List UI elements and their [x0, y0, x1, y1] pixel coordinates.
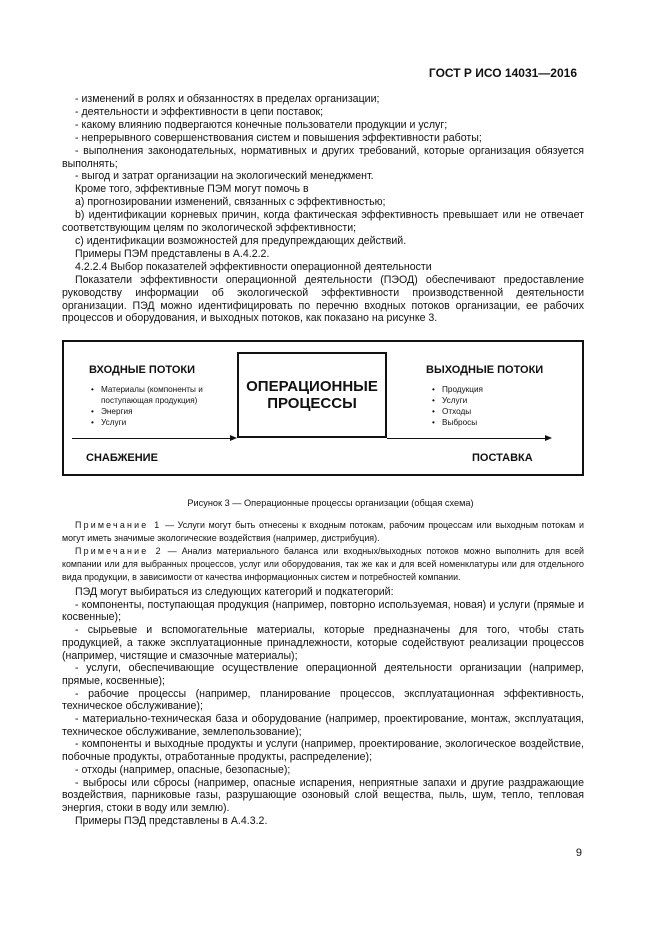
note-label: Примечание 2 — [75, 546, 163, 556]
figure-caption: Рисунок 3 — Операционные процессы организации (общая схема) — [187, 498, 474, 508]
section-title: 4.2.2.4 Выбор показателей эффективности операционной деятельности — [75, 260, 432, 273]
output-item: • Отходы — [432, 406, 552, 417]
help-item: b) идентификации корневых причин, когда фактическая эффективность превышает или не отвечает соответствующим целям по экологической эффективности; — [62, 209, 584, 235]
output-item: • Услуги — [432, 395, 552, 406]
note-text: — Анализ материального баланса или входных/выходных потоков можно выполнить для всей компании или для выбранных процессов, услуг или оборудования, так же как и для всей номенклатуры или для отдельного вида продукции, в зависимости от качества информационных систем и потребностей компании. — [62, 546, 585, 582]
output-item: • Выбросы — [432, 417, 552, 428]
list-item: - материально-техническая база и оборудование (например, проектирование, монтаж, эксплуатация, техническое обслуживание, землепользование); — [62, 713, 584, 738]
delivery-arrow-line — [387, 438, 545, 439]
help-intro: Кроме того, эффективные ПЭМ могут помочь в — [75, 183, 309, 196]
input-item: • Энергия — [91, 406, 231, 417]
supply-arrow-head — [230, 435, 237, 441]
supply-label: СНАБЖЕНИЕ — [86, 452, 158, 464]
input-item: • Материалы (компоненты и поступающая продукция) — [91, 384, 231, 406]
section-paragraph: Показатели эффективности операционной деятельности (ПЭОД) обеспечивают предоставление руководству информации об экологической эффективности производственной деятельности организации. ПЭД можно идентифицировать по перечню входных потоков организации, ее рабочих процессов и оборудования, и выходных потоков, как показано на рисунке 3. — [62, 273, 584, 325]
document-header: ГОСТ Р ИСО 14031—2016 — [428, 66, 577, 80]
list-item: - сырьевые и вспомогательные материалы, которые предназначены для того, чтобы стать продукцией, а также эксплуатационные принадлежности, которые содействуют реализации процессов (например, чистящие и смазочные материалы); — [62, 624, 584, 662]
list-item: - компоненты и выходные продукты и услуги (например, проектирование, экологическое воздействие, побочные продукты, отработанные продукты, распределение); — [62, 738, 584, 764]
list-item: - выгод и затрат организации на экологический менеджмент. — [75, 170, 374, 183]
list-item: - компоненты, поступающая продукция (например, повторно используемая, новая) и услуги (прямые и косвенные); — [62, 598, 584, 624]
input-item: • Услуги — [91, 417, 231, 428]
intro-section — [62, 93, 584, 325]
note-text: — Услуги могут быть отнесены к входным потокам, рабочим процессам или выходным потокам и могут иметь значимые экологические воздействия (например, дистрибуция). — [62, 520, 584, 543]
ped-section — [62, 586, 584, 827]
delivery-arrow-head — [545, 435, 552, 441]
note-label: Примечание 1 — [75, 520, 162, 530]
ped-intro: ПЭД могут выбираться из следующих категорий и подкатегорий: — [75, 586, 394, 598]
help-item: c) идентификации возможностей для предупреждающих действий. — [75, 234, 407, 247]
list-item: - рабочие процессы (например, планирование процессов, эксплуатационная эффективность, техническое обслуживание); — [62, 687, 584, 713]
list-item: - услуги, обеспечивающие осуществление операционной деятельности организации (например, прямые, косвенные); — [62, 662, 584, 687]
page-number: 9 — [575, 847, 582, 859]
help-item: a) прогнозировании изменений, связанных с эффективностью; — [75, 196, 386, 209]
examples-ped: Примеры ПЭД представлены в А.4.3.2. — [75, 814, 268, 827]
note-2 — [62, 545, 584, 584]
outputs-list — [432, 384, 552, 428]
supply-arrow-line — [72, 438, 230, 439]
list-item: - выбросы или сбросы (например, опасные испарения, неприятные запахи и другие раздражающие воздействия, парниковые газы, разрушающие озоновый слой вещества, пыль, шум, тепло, тепловая энергия, стоки в воду или землю). — [62, 776, 584, 814]
operational-processes-box — [237, 352, 387, 438]
operational-processes-diagram — [62, 340, 584, 476]
notes-section — [62, 519, 584, 584]
examples-pem: Примеры ПЭМ представлены в А.4.2.2. — [75, 247, 270, 260]
list-item: - деятельности и эффективности в цепи поставок; — [75, 105, 324, 118]
list-item: - отходы (например, опасные, безопасные); — [75, 763, 291, 776]
inputs-list — [91, 384, 231, 428]
list-item: - какому влиянию подвергаются конечные пользователи продукции и услуг; — [75, 118, 448, 131]
inputs-title: ВХОДНЫЕ ПОТОКИ — [89, 364, 196, 376]
list-item: - выполнения законодательных, нормативных и других требований, которые организация обязуется выполнять; — [62, 144, 584, 170]
delivery-label: ПОСТАВКА — [472, 452, 533, 464]
note-1 — [62, 519, 584, 545]
center-title: ОПЕРАЦИОННЫЕ ПРОЦЕССЫ — [246, 378, 378, 412]
list-item: - непрерывного совершенствования систем и повышения эффективности работы; — [75, 131, 482, 144]
list-item: - изменений в ролях и обязанностях в пределах организации; — [75, 93, 380, 105]
outputs-title: ВЫХОДНЫЕ ПОТОКИ — [426, 364, 544, 376]
output-item: • Продукция — [432, 384, 552, 395]
